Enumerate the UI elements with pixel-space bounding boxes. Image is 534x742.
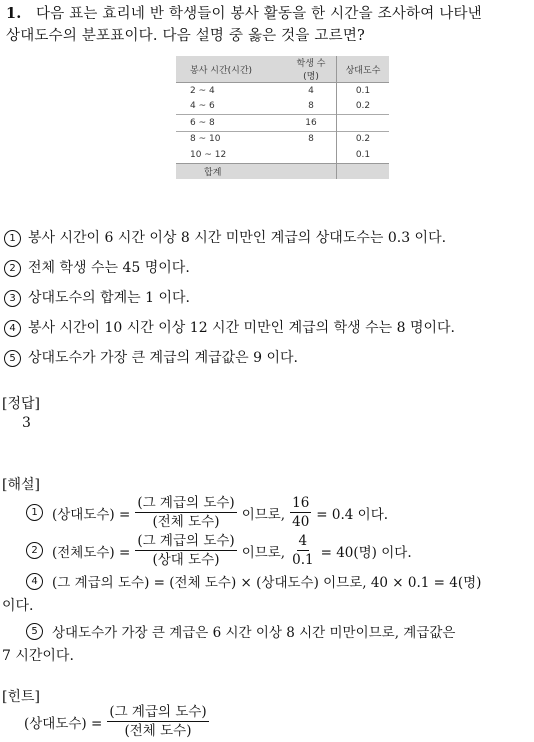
formula-fraction — [107, 704, 208, 739]
option-number-circle: 1 — [4, 230, 21, 247]
cell-hours: 4 ~ 6 — [190, 101, 215, 112]
explanation-5 — [26, 621, 457, 641]
value-fraction — [290, 495, 311, 530]
cell-relfreq: 0.1 — [337, 147, 390, 163]
cell-relfreq — [337, 115, 390, 132]
explanation-1 — [26, 495, 390, 530]
explanation-5-continued: 7 시간이다. — [2, 648, 74, 664]
option-number-circle: 4 — [4, 320, 21, 337]
fraction-numerator: (그 계급의 도수) — [109, 704, 207, 720]
formula-lhs: (전체도수) = — [52, 544, 131, 561]
explanation-number-circle: 5 — [26, 623, 43, 640]
option-1[interactable] — [4, 227, 446, 247]
fraction-denominator: (전체 도수) — [124, 723, 192, 739]
table-row — [176, 83, 389, 99]
question-number: 1. — [6, 5, 22, 22]
formula-connector: 이므로, — [241, 544, 286, 561]
hint-formula — [22, 704, 212, 739]
explanation-text: 상대도수가 가장 큰 계급은 6 시간 이상 8 시간 미만이므로, 계급값은 — [52, 625, 456, 641]
explanation-4-continued: 이다. — [2, 598, 34, 614]
cell-students — [286, 147, 337, 163]
explanation-4 — [26, 571, 483, 591]
cell-hours: 8 ~ 10 — [176, 131, 286, 147]
formula-result: = 40(명) 이다. — [320, 544, 412, 561]
cell-relfreq: 0.2 — [337, 99, 390, 115]
formula-lhs: (상대도수) = — [24, 715, 103, 732]
cell-hours: 2 ~ 4 — [190, 85, 215, 96]
header-hours: 봉사 시간(시간) — [176, 56, 286, 83]
option-4[interactable] — [4, 317, 455, 337]
fraction-numerator: (그 계급의 도수) — [137, 533, 235, 549]
table-total-row — [176, 163, 389, 179]
question-text-1: 다음 표는 효리네 반 학생들이 봉사 활동을 한 시간을 조사하여 나타낸 — [35, 6, 482, 22]
explanation-number-circle: 1 — [26, 504, 43, 521]
fraction-denominator: (상대 도수) — [152, 552, 220, 568]
total-relfreq — [337, 163, 390, 179]
cell-students: 8 — [308, 101, 314, 112]
explanation-2 — [26, 533, 414, 568]
table-row — [176, 131, 389, 147]
option-number-circle: 2 — [4, 260, 21, 277]
cell-students: 4 — [308, 85, 314, 96]
option-5[interactable] — [4, 347, 298, 367]
fraction-denominator: (전체 도수) — [152, 514, 220, 530]
option-text: 상대도수의 합계는 1 이다. — [28, 290, 190, 306]
table-header-row — [176, 56, 389, 83]
total-students — [286, 163, 337, 179]
explanation-text: (그 계급의 도수) = (전체 도수) × (상대도수) 이므로, 40 × 0.1 = 4(명) — [52, 575, 482, 591]
answer-value: 3 — [22, 415, 31, 431]
option-text: 봉사 시간이 6 시간 이상 8 시간 미만인 계급의 상대도수는 0.3 이다. — [28, 230, 447, 246]
option-number-circle: 3 — [4, 290, 21, 307]
explanation-number-circle: 4 — [26, 573, 43, 590]
question-line-1 — [6, 2, 482, 23]
formula-fraction — [135, 495, 236, 530]
question-line-2: 상대도수의 분포표이다. 다음 설명 중 옳은 것을 고르면? — [6, 28, 365, 44]
option-text: 상대도수가 가장 큰 계급의 계급값은 9 이다. — [28, 350, 298, 366]
table-row — [176, 115, 389, 132]
fraction-numerator: 16 — [292, 495, 310, 511]
explanation-label: [해설] — [2, 477, 40, 493]
cell-students: 8 — [286, 131, 337, 147]
value-fraction — [290, 533, 315, 568]
option-2[interactable] — [4, 257, 190, 277]
fraction-numerator: 4 — [298, 533, 308, 549]
cell-relfreq: 0.1 — [337, 83, 390, 99]
fraction-denominator: 0.1 — [292, 552, 314, 568]
fraction-denominator: 40 — [292, 514, 310, 530]
option-text: 봉사 시간이 10 시간 이상 12 시간 미만인 계급의 학생 수는 8 명이다. — [28, 320, 455, 336]
formula-result: = 0.4 이다. — [316, 506, 389, 523]
cell-relfreq: 0.2 — [337, 131, 390, 147]
cell-hours: 6 ~ 8 — [176, 115, 286, 132]
cell-students: 16 — [286, 115, 337, 132]
explanation-number-circle: 2 — [26, 542, 43, 559]
fraction-numerator: (그 계급의 도수) — [137, 495, 235, 511]
cell-hours: 10 ~ 12 — [190, 149, 227, 160]
formula-fraction — [135, 533, 236, 568]
table-row — [176, 99, 389, 115]
header-relative-frequency: 상대도수 — [337, 56, 390, 83]
relative-frequency-table — [176, 56, 389, 179]
formula-connector: 이므로, — [241, 506, 286, 523]
answer-label: [정답] — [2, 396, 40, 412]
hint-label: [힌트] — [2, 689, 40, 705]
option-text: 전체 학생 수는 45 명이다. — [28, 260, 190, 276]
header-students: 학생 수(명) — [286, 56, 337, 83]
table-row — [176, 147, 389, 163]
option-number-circle: 5 — [4, 350, 21, 367]
formula-lhs: (상대도수) = — [52, 506, 131, 523]
option-3[interactable] — [4, 287, 190, 307]
total-label: 합계 — [176, 163, 286, 179]
